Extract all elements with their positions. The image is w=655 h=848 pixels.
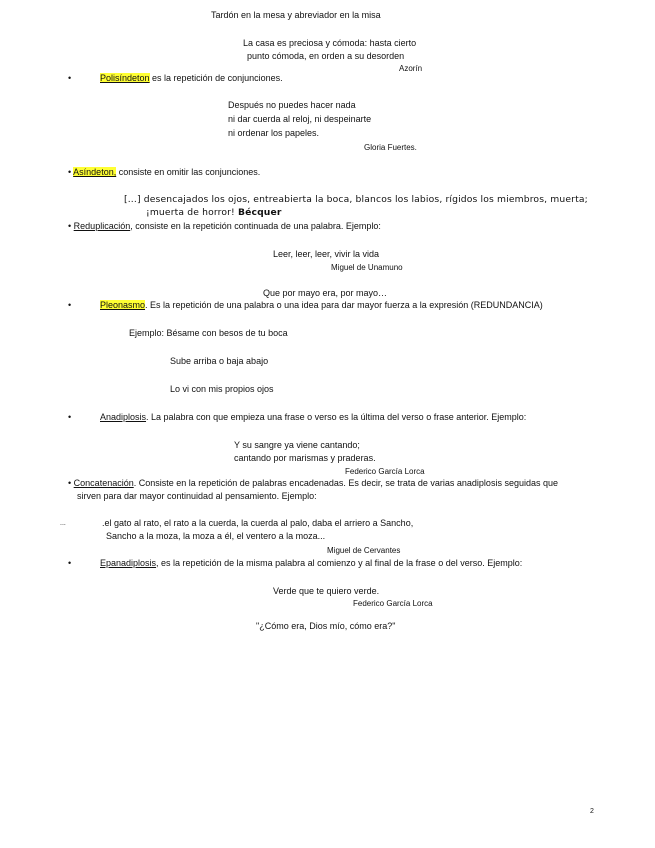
quote-line: ni dar cuerda al reloj, ni despeinarte [228, 114, 372, 124]
bullet-icon: • [68, 73, 72, 83]
quote-line: Que por mayo era, por mayo… [263, 288, 388, 298]
quote-line: Después no puedes hacer nada [228, 100, 356, 110]
definition-text: consiste en omitir las conjunciones. [116, 167, 261, 177]
quote-line: Leer, leer, leer, vivir la vida [273, 249, 380, 259]
quote-author: Federico García Lorca [345, 467, 425, 476]
definition-text: , es la repetición de la misma palabra al comienzo y al final de la frase o del verso. Ejemplo: [156, 558, 523, 568]
quote-line: ni ordenar los papeles. [228, 128, 320, 138]
term-concatenacion: Concatenación [73, 478, 134, 488]
term-polisindeton: Polisíndeton [100, 73, 150, 83]
definition-epanadiplosis [100, 558, 522, 569]
bullet-icon: • [68, 221, 72, 231]
definition-text: . La palabra con que empieza una frase o verso es la última del verso o frase anterior. Ejemplo: [146, 412, 527, 422]
definition-pleonasmo [100, 300, 543, 311]
quote-line: cantando por marismas y praderas. [234, 453, 376, 463]
quote-line: Y su sangre ya viene cantando; [234, 440, 360, 450]
quote-line: punto cómoda, en orden a su desorden [247, 51, 405, 61]
quote-line: La casa es preciosa y cómoda: hasta cierto [243, 38, 417, 48]
bullet-icon: • [68, 167, 72, 177]
definition-text: . Consiste en la repetición de palabras encadenadas. Es decir, se trata de varias anadiplosis seguidas que [133, 478, 558, 488]
quote-author: Miguel de Cervantes [327, 546, 401, 555]
quote-text: ¡muerta de horror! [146, 207, 235, 218]
definition-text: . Es la repetición de una palabra o una idea para dar mayor fuerza a la expresión (REDUNDANCIA) [145, 300, 543, 310]
definition-polisindeton [100, 73, 283, 84]
bullet-icon: • [68, 558, 72, 568]
page-number: 2 [590, 808, 594, 815]
term-reduplicacion: Reduplicación [73, 221, 131, 231]
quote-line [146, 206, 282, 219]
final-quote: "¿Cómo era, Dios mío, cómo era?" [256, 621, 396, 631]
definition-text: es la repetición de conjunciones. [149, 73, 283, 83]
quote-author: Gloria Fuertes. [364, 143, 417, 152]
term-epanadiplosis: Epanadiplosis [100, 558, 157, 568]
definition-text: , consiste en la repetición continuada de una palabra. Ejemplo: [130, 221, 381, 231]
quote-author: Federico García Lorca [353, 599, 433, 608]
definition-concatenacion [68, 478, 558, 489]
example-line: Ejemplo: Bésame con besos de tu boca [129, 328, 288, 338]
quote-line: Verde que te quiero verde. [273, 586, 380, 596]
quote-prefix: ... [60, 520, 66, 527]
quote-line: Sancho a la moza, la moza a él, el ventero a la moza... [106, 531, 326, 541]
term-pleonasmo: Pleonasmo [100, 300, 146, 310]
quote-author: Azorín [399, 64, 423, 73]
quote-author: Bécquer [237, 207, 282, 218]
top-line: Tardón en la mesa y abreviador en la misa [211, 10, 381, 20]
bullet-icon: • [68, 478, 72, 488]
term-asindeton: Asíndeton, [73, 167, 117, 177]
bullet-icon: • [68, 300, 72, 310]
quote-line: [...] desencajados los ojos, entreabierta la boca, blancos los labios, rígidos los miembros, muerta; [124, 194, 588, 205]
term-anadiplosis: Anadiplosis [100, 412, 147, 422]
example-line: Lo vi con mis propios ojos [170, 384, 274, 394]
definition-anadiplosis [100, 412, 526, 423]
definition-asindeton [68, 167, 260, 178]
example-line: Sube arriba o baja abajo [170, 356, 269, 366]
definition-reduplicacion [68, 221, 381, 232]
definition-line: sirven para dar mayor continuidad al pensamiento. Ejemplo: [77, 491, 317, 501]
quote-author: Miguel de Unamuno [331, 263, 403, 272]
bullet-icon: • [68, 412, 72, 422]
quote-line: .el gato al rato, el rato a la cuerda, la cuerda al palo, daba el arriero a Sancho, [102, 518, 414, 528]
